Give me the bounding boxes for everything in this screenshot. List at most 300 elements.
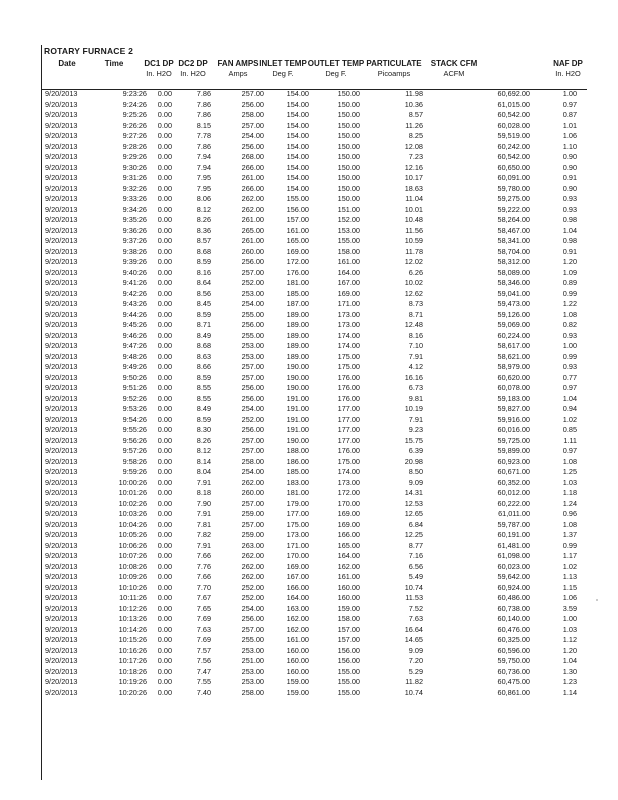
column-header-unit: In. H2O [180,69,206,78]
cell-dc2: 8.56 [196,288,211,298]
cell-date: 9/20/2013 [45,498,78,508]
cell-fan: 254.00 [241,131,264,140]
cell-dc1: 0.00 [157,456,172,466]
cell-fan: 261.00 [241,173,264,182]
table-row [42,289,587,300]
cell-naf: 0.97 [562,99,577,109]
cell-naf: 1.08 [562,309,577,319]
cell-part: 10.48 [404,215,423,224]
cell-outlet: 177.00 [337,414,360,424]
cell-outlet: 150.00 [337,194,360,203]
cell-cfm: 60,352.00 [497,477,530,487]
cell-part: 10.59 [404,236,423,245]
cell-outlet: 170.00 [337,498,360,508]
cell-fan: 256.00 [241,257,264,266]
cell-dc1: 0.00 [157,467,172,476]
cell-naf: 0.91 [562,173,577,182]
cell-outlet: 166.00 [337,530,360,539]
cell-inlet: 175.00 [286,519,309,529]
cell-naf: 1.25 [562,467,577,476]
cell-naf: 0.93 [562,330,577,340]
cell-time: 10:18:26 [118,666,147,676]
cell-dc1: 0.00 [157,267,172,277]
table-row [42,320,587,331]
cell-cfm: 60,012.00 [497,488,530,497]
cell-fan: 262.00 [241,477,264,487]
cell-fan: 256.00 [241,320,264,329]
cell-dc2: 7.78 [196,131,211,140]
cell-naf: 1.06 [562,131,577,140]
cell-fan: 252.00 [241,278,264,287]
cell-outlet: 177.00 [337,435,360,445]
cell-dc2: 7.69 [196,614,211,623]
cell-fan: 257.00 [241,498,264,508]
column-header-dc1 [144,59,173,79]
cell-fan: 259.00 [241,509,264,518]
cell-dc1: 0.00 [157,131,172,140]
cell-inlet: 162.00 [286,614,309,623]
cell-dc2: 8.55 [196,383,211,392]
cell-naf: 1.02 [562,414,577,424]
cell-outlet: 177.00 [337,425,360,434]
cell-dc1: 0.00 [157,509,172,518]
cell-inlet: 163.00 [286,603,309,613]
table-row [42,688,587,699]
cell-outlet: 161.00 [337,257,360,266]
cell-inlet: 170.00 [286,551,309,560]
cell-naf: 1.06 [562,593,577,602]
cell-cfm: 59,827.00 [497,404,530,413]
cell-dc1: 0.00 [157,530,172,539]
cell-dc2: 7.86 [196,141,211,151]
cell-date: 9/20/2013 [45,593,78,602]
cell-inlet: 189.00 [286,320,309,329]
cell-cfm: 60,016.00 [497,425,530,434]
cell-date: 9/20/2013 [45,288,78,298]
cell-naf: 0.96 [562,509,577,518]
cell-time: 9:58:26 [122,456,147,466]
cell-time: 10:01:26 [118,488,147,497]
cell-dc2: 8.16 [196,267,211,277]
cell-outlet: 176.00 [337,393,360,403]
table-row [42,247,587,258]
cell-fan: 261.00 [241,215,264,224]
cell-cfm: 59,126.00 [497,309,530,319]
cell-outlet: 176.00 [337,383,360,392]
cell-fan: 253.00 [241,666,264,676]
cell-part: 11.98 [405,89,423,98]
cell-dc2: 8.06 [196,194,211,203]
table-row [42,520,587,531]
cell-cfm: 61,015.00 [497,99,530,109]
cell-naf: 0.90 [562,152,577,161]
cell-time: 9:59:26 [122,467,147,476]
cell-dc1: 0.00 [157,152,172,161]
cell-naf: 0.97 [562,446,577,455]
cell-dc1: 0.00 [157,624,172,634]
cell-outlet: 177.00 [337,404,360,413]
cell-outlet: 155.00 [337,666,360,676]
cell-naf: 1.18 [562,488,577,497]
cell-fan: 256.00 [241,383,264,392]
cell-outlet: 150.00 [337,89,360,98]
cell-cfm: 58,704.00 [497,246,530,256]
cell-cfm: 60,242.00 [497,141,530,151]
table-row [42,478,587,489]
cell-outlet: 152.00 [337,215,360,224]
cell-date: 9/20/2013 [45,530,78,539]
cell-date: 9/20/2013 [45,456,78,466]
cell-inlet: 154.00 [286,99,309,109]
cell-naf: 1.00 [562,614,577,623]
cell-date: 9/20/2013 [45,194,78,203]
cell-date: 9/20/2013 [45,414,78,424]
table-row [42,646,587,657]
cell-part: 7.91 [408,351,423,361]
cell-fan: 256.00 [241,614,264,623]
cell-naf: 0.90 [562,162,577,172]
cell-outlet: 150.00 [337,141,360,151]
cell-naf: 1.04 [562,225,577,235]
column-header-unit: Deg F. [325,69,347,78]
cell-inlet: 188.00 [286,446,309,455]
cell-cfm: 58,979.00 [497,362,530,371]
cell-dc2: 7.57 [196,645,211,655]
cell-date: 9/20/2013 [45,162,78,172]
cell-date: 9/20/2013 [45,404,78,413]
cell-naf: 1.02 [562,561,577,571]
cell-cfm: 60,224.00 [497,330,530,340]
column-header-row [42,57,587,91]
cell-inlet: 190.00 [286,372,309,382]
cell-cfm: 58,346.00 [497,278,530,287]
column-header-dc2 [178,59,207,79]
cell-dc1: 0.00 [157,309,172,319]
cell-time: 10:00:26 [118,477,147,487]
cell-outlet: 155.00 [337,687,360,697]
cell-fan: 257.00 [241,446,264,455]
column-header-label: INLET TEMP [259,59,307,68]
table-row [42,331,587,342]
cell-outlet: 165.00 [337,540,360,550]
column-header-unit: In. H2O [555,69,581,78]
cell-dc1: 0.00 [157,120,172,130]
cell-dc1: 0.00 [157,645,172,655]
cell-date: 9/20/2013 [45,183,78,193]
cell-dc1: 0.00 [157,141,172,151]
cell-cfm: 60,650.00 [497,162,530,172]
cell-time: 9:24:26 [122,99,147,109]
cell-naf: 1.17 [562,551,577,560]
cell-fan: 253.00 [241,677,264,686]
cell-time: 9:31:26 [122,173,147,182]
cell-dc1: 0.00 [157,404,172,413]
cell-fan: 265.00 [241,225,264,235]
cell-part: 6.26 [408,267,423,277]
cell-fan: 258.00 [241,687,264,697]
cell-inlet: 191.00 [286,425,309,434]
cell-fan: 257.00 [241,624,264,634]
table-row [42,562,587,573]
cell-time: 9:40:26 [122,267,147,277]
cell-date: 9/20/2013 [45,393,78,403]
cell-dc1: 0.00 [157,551,172,560]
cell-time: 9:44:26 [122,309,147,319]
cell-date: 9/20/2013 [45,551,78,560]
cell-date: 9/20/2013 [45,236,78,245]
cell-fan: 252.00 [241,414,264,424]
cell-outlet: 169.00 [337,509,360,518]
cell-date: 9/20/2013 [45,687,78,697]
cell-part: 6.39 [408,446,423,455]
cell-part: 18.63 [404,183,423,193]
column-header-unit: Deg F. [272,69,294,78]
cell-fan: 257.00 [241,372,264,382]
cell-fan: 254.00 [241,299,264,308]
cell-inlet: 154.00 [286,131,309,140]
cell-inlet: 160.00 [286,645,309,655]
table-row [42,541,587,552]
cell-dc2: 7.91 [196,477,211,487]
cell-naf: 0.93 [562,194,577,203]
cell-part: 14.31 [404,488,423,497]
cell-outlet: 156.00 [337,645,360,655]
cell-part: 7.16 [408,551,423,560]
cell-dc2: 7.47 [196,666,211,676]
cell-dc1: 0.00 [157,330,172,340]
cell-outlet: 173.00 [337,320,360,329]
cell-time: 9:43:26 [122,299,147,308]
cell-dc2: 7.81 [196,519,211,529]
cell-fan: 260.00 [241,488,264,497]
cell-naf: 0.77 [562,372,577,382]
cell-inlet: 191.00 [286,393,309,403]
cell-part: 8.71 [408,309,423,319]
cell-date: 9/20/2013 [45,540,78,550]
cell-fan: 262.00 [241,204,264,214]
cell-outlet: 176.00 [337,372,360,382]
cell-dc1: 0.00 [157,593,172,602]
cell-time: 9:28:26 [122,141,147,151]
cell-fan: 254.00 [241,404,264,413]
cell-part: 7.20 [408,656,423,665]
cell-inlet: 160.00 [286,666,309,676]
cell-time: 9:57:26 [122,446,147,455]
table-row [42,404,587,415]
cell-dc1: 0.00 [157,194,172,203]
cell-date: 9/20/2013 [45,110,78,119]
cell-inlet: 154.00 [286,89,309,98]
cell-date: 9/20/2013 [45,645,78,655]
cell-cfm: 59,222.00 [497,204,530,214]
cell-time: 9:23:26 [122,89,147,98]
cell-time: 10:02:26 [118,498,147,508]
cell-naf: 1.13 [562,572,577,581]
table-row [42,572,587,583]
cell-part: 8.57 [408,110,423,119]
cell-cfm: 60,325.00 [497,635,530,644]
cell-cfm: 59,750.00 [497,656,530,665]
cell-cfm: 59,725.00 [497,435,530,445]
cell-outlet: 158.00 [337,246,360,256]
cell-part: 8.50 [408,467,423,476]
table-row [42,614,587,625]
table-row [42,509,587,520]
cell-time: 9:34:26 [122,204,147,214]
cell-date: 9/20/2013 [45,141,78,151]
cell-time: 10:16:26 [118,645,147,655]
cell-time: 9:51:26 [122,383,147,392]
cell-cfm: 59,183.00 [497,393,530,403]
cell-inlet: 171.00 [286,540,309,550]
table-row [42,341,587,352]
cell-date: 9/20/2013 [45,435,78,445]
cell-dc1: 0.00 [157,236,172,245]
cell-part: 12.08 [404,141,423,151]
column-header-label: NAF DP [553,59,583,68]
cell-cfm: 60,023.00 [497,561,530,571]
cell-fan: 254.00 [241,467,264,476]
cell-part: 7.63 [408,614,423,623]
cell-part: 12.65 [404,509,423,518]
cell-fan: 258.00 [241,110,264,119]
cell-time: 10:05:26 [118,530,147,539]
cell-naf: 1.12 [562,635,577,644]
cell-dc1: 0.00 [157,99,172,109]
cell-dc1: 0.00 [157,425,172,434]
cell-naf: 1.08 [562,456,577,466]
cell-inlet: 179.00 [286,498,309,508]
cell-part: 6.56 [408,561,423,571]
cell-time: 9:42:26 [122,288,147,298]
cell-fan: 253.00 [241,645,264,655]
cell-dc1: 0.00 [157,603,172,613]
cell-inlet: 190.00 [286,435,309,445]
table-row [42,121,587,132]
cell-fan: 257.00 [241,267,264,277]
cell-part: 10.17 [404,173,423,182]
cell-naf: 0.93 [562,362,577,371]
cell-fan: 256.00 [241,99,264,109]
cell-time: 10:20:26 [118,687,147,697]
table-row [42,194,587,205]
cell-naf: 1.03 [562,477,577,487]
cell-time: 10:03:26 [118,509,147,518]
cell-dc2: 7.70 [196,582,211,592]
cell-fan: 253.00 [241,288,264,298]
cell-time: 10:07:26 [118,551,147,560]
table-row [42,383,587,394]
table-row [42,415,587,426]
report-title: ROTARY FURNACE 2 [44,46,133,56]
cell-fan: 255.00 [241,330,264,340]
cell-inlet: 186.00 [286,456,309,466]
cell-dc1: 0.00 [157,582,172,592]
cell-outlet: 161.00 [337,572,360,581]
cell-outlet: 173.00 [337,309,360,319]
table-row [42,656,587,667]
cell-dc2: 7.91 [196,509,211,518]
cell-dc1: 0.00 [157,687,172,697]
cell-date: 9/20/2013 [45,446,78,455]
cell-part: 15.75 [404,435,423,445]
cell-dc1: 0.00 [157,173,172,182]
cell-dc1: 0.00 [157,572,172,581]
cell-naf: 0.97 [562,383,577,392]
cell-dc2: 8.14 [196,456,211,466]
cell-inlet: 167.00 [286,572,309,581]
cell-fan: 256.00 [241,141,264,151]
cell-dc2: 7.82 [196,530,211,539]
cell-cfm: 61,011.00 [498,509,530,518]
cell-dc2: 8.59 [196,414,211,424]
cell-date: 9/20/2013 [45,614,78,623]
cell-inlet: 189.00 [286,330,309,340]
cell-dc2: 8.49 [196,330,211,340]
cell-part: 6.84 [408,519,423,529]
cell-cfm: 59,642.00 [497,572,530,581]
cell-dc1: 0.00 [157,257,172,266]
cell-part: 8.16 [408,330,423,340]
cell-dc2: 7.91 [196,540,211,550]
cell-part: 11.04 [405,194,423,203]
cell-inlet: 159.00 [286,687,309,697]
cell-date: 9/20/2013 [45,372,78,382]
cell-inlet: 190.00 [286,362,309,371]
cell-dc2: 8.30 [196,425,211,434]
cell-dc2: 7.40 [196,687,211,697]
cell-dc1: 0.00 [157,666,172,676]
cell-time: 10:09:26 [118,572,147,581]
cell-dc1: 0.00 [157,614,172,623]
cell-dc1: 0.00 [157,393,172,403]
cell-date: 9/20/2013 [45,425,78,434]
cell-fan: 257.00 [241,362,264,371]
table-row [42,131,587,142]
cell-inlet: 181.00 [286,278,309,287]
cell-cfm: 60,596.00 [497,645,530,655]
cell-part: 12.02 [404,257,423,266]
cell-dc2: 8.15 [196,120,211,130]
cell-part: 7.23 [408,152,423,161]
table-row [42,583,587,594]
cell-inlet: 160.00 [286,656,309,665]
cell-cfm: 60,736.00 [497,666,530,676]
cell-dc2: 7.86 [196,99,211,109]
cell-part: 8.73 [408,299,423,308]
cell-naf: 1.00 [562,89,577,98]
cell-part: 7.91 [408,414,423,424]
cell-inlet: 191.00 [286,404,309,413]
cell-cfm: 60,191.00 [497,530,530,539]
cell-part: 5.49 [408,572,423,581]
cell-naf: 1.37 [562,530,577,539]
cell-naf: 1.10 [562,141,577,151]
cell-inlet: 154.00 [286,141,309,151]
cell-fan: 257.00 [241,435,264,445]
table-row [42,667,587,678]
scan-speck [596,599,598,601]
cell-dc2: 8.04 [196,467,211,476]
cell-inlet: 169.00 [286,246,309,256]
cell-dc2: 7.95 [196,173,211,182]
column-header-label: STACK CFM [430,59,478,68]
cell-date: 9/20/2013 [45,666,78,676]
cell-date: 9/20/2013 [45,656,78,665]
cell-dc1: 0.00 [157,446,172,455]
cell-naf: 1.11 [563,435,577,445]
cell-dc2: 8.68 [196,246,211,256]
